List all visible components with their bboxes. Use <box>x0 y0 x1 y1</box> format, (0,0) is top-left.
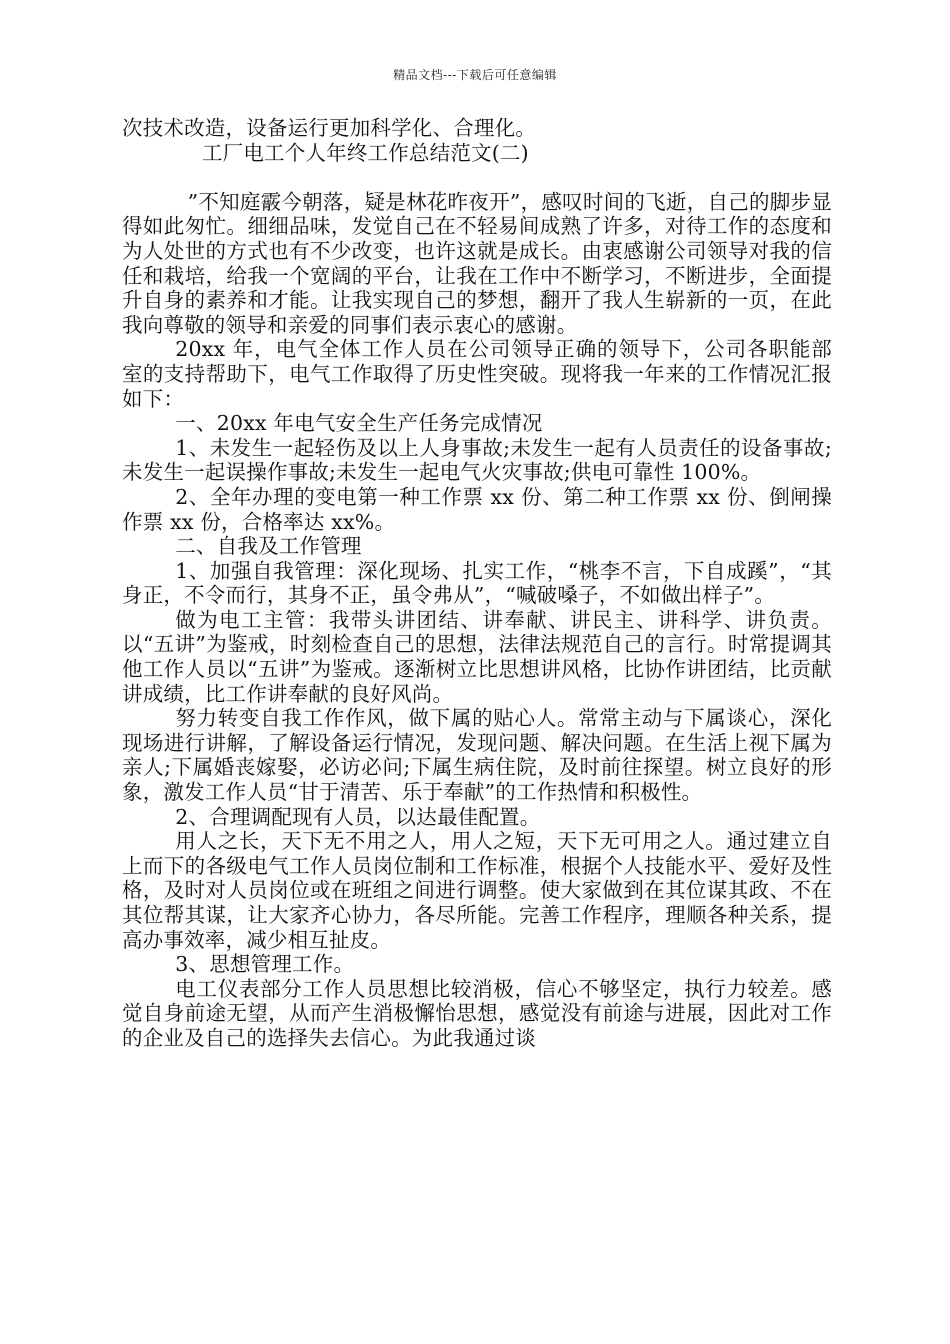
page-header: 精品文档---下载后可任意编辑 <box>393 68 557 82</box>
paragraph: 努力转变自我工作作风，做下属的贴心人。常常主动与下属谈心，深化现场进行讲解，了解设备运行情况，发现问题、解决问题。在生活上视下属为亲人;下属婚丧嫁娶，必访必问;下属生病住院，及时前往探望。树立良好的形象，激发工作人员“甘于清苦、乐于奉献”的工作热情和积极性。 <box>122 706 832 805</box>
heading-item: 2、合理调配现有人员，以达最佳配置。 <box>175 804 541 829</box>
paragraph: 做为电工主管：我带头讲团结、讲奉献、讲民主、讲科学、讲负责。以“五讲”为鉴戒，时刻检查自己的思想，法律法规范自己的言行。时常提调其他工作人员以“五讲”为鉴戒。逐渐树立比思想讲风格，比协作讲团结，比贡献讲成绩，比工作讲奉献的良好风尚。 <box>122 607 832 706</box>
paragraph: 1、加强自我管理：深化现场、扎实工作，“桃李不言，下自成蹊”，“其身正，不令而行，其身不正，虽令弗从”，“喊破嗓子，不如做出样子”。 <box>122 558 832 608</box>
paragraph: 电工仪表部分工作人员思想比较消极，信心不够坚定，执行力较差。感觉自身前途无望，从而产生消极懈怡思想，感觉没有前途与进展，因此对工作的企业及自己的选择失去信心。为此我通过谈 <box>122 976 832 1050</box>
heading-item: 一、20xx 年电气安全生产任务完成情况 <box>175 411 543 436</box>
paragraph: 2、全年办理的变电第一种工作票 xx 份、第二种工作票 xx 份、倒闸操作票 xx 份，合格率达 xx%。 <box>122 484 832 534</box>
paragraph: 1、未发生一起轻伤及以上人身事故;未发生一起有人员责任的设备事故;未发生一起误操作事故;未发生一起电气火灾事故;供电可靠性 100%。 <box>122 435 832 485</box>
paragraph: 20xx 年，电气全体工作人员在公司领导正确的领导下，公司各职能部室的支持帮助下，电气工作取得了历史性突破。现将我一年来的工作情况汇报如下： <box>122 337 832 411</box>
heading-item: 3、思想管理工作。 <box>175 952 355 977</box>
paragraph: 用人之长，天下无不用之人，用人之短，天下无可用之人。通过建立自上而下的各级电气工作人员岗位制和工作标准，根据个人技能水平、爱好及性格，及时对人员岗位或在班组之间进行调整。使大家做到在其位谋其政、不在其位帮其谋，让大家齐心协力，各尽所能。完善工作程序，理顺各种关系，提高办事效率，减少相互扯皮。 <box>122 829 832 952</box>
heading-item: 二、自我及工作管理 <box>175 534 362 559</box>
paragraph: ”不知庭霰今朝落，疑是林花昨夜开”，感叹时间的飞逝，自己的脚步显得如此匆忙。细细品味，发觉自己在不轻易间成熟了许多，对待工作的态度和为人处世的方式也有不少改变，也许这就是成长。由衷感谢公司领导对我的信任和栽培，给我一个宽阔的平台，让我在工作中不断学习，不断进步，全面提升自身的素养和才能。让我实现自己的梦想，翻开了我人生崭新的一页，在此我向尊敬的领导和亲爱的同事们表示衷心的感谢。 <box>122 189 832 337</box>
blank-line <box>122 165 832 190</box>
document-body <box>122 116 832 1051</box>
paragraph: 次技术改造，设备运行更加科学化、合理化。 <box>122 116 536 140</box>
section-title: 工厂电工个人年终工作总结范文(二) <box>201 140 529 165</box>
